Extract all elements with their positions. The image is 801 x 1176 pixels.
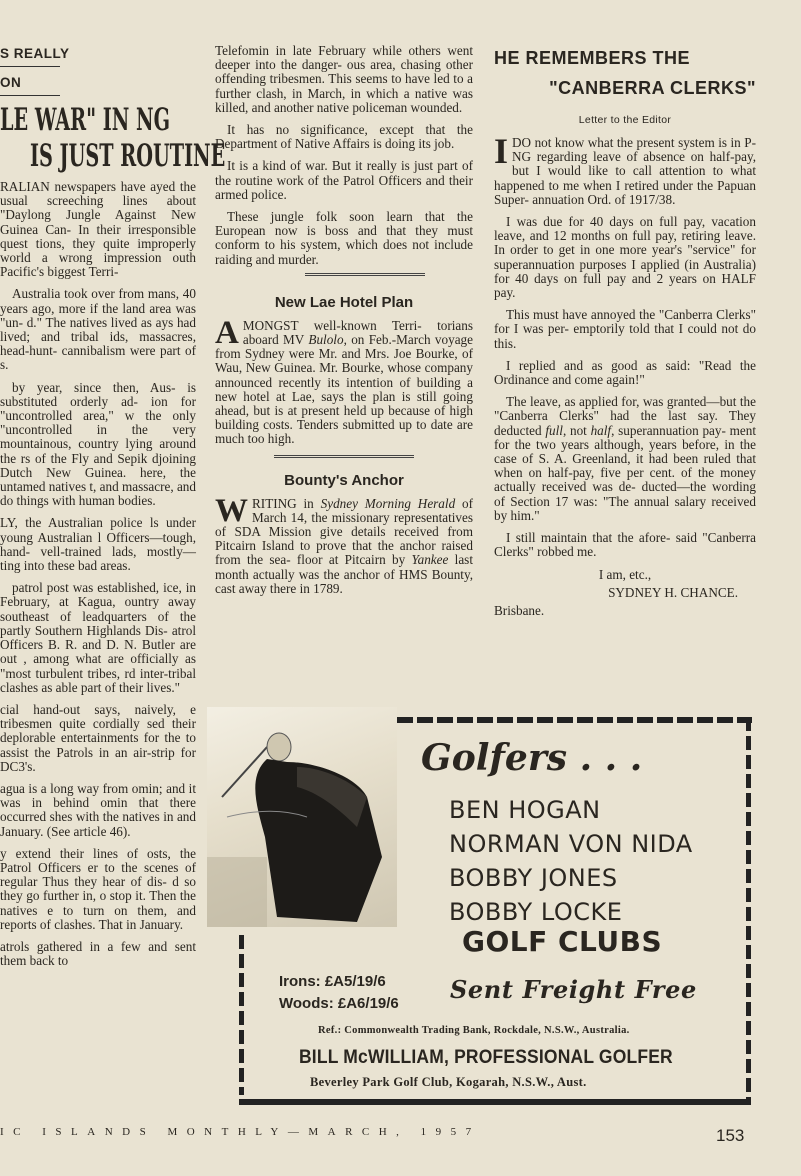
left-column bbox=[0, 40, 226, 976]
drop-cap: W bbox=[215, 492, 248, 529]
article-paragraph: y extend their lines of osts, the Patrol Officers er to the scenes of regular Thus they hear of dis- d so they go further in, o stop it. Then the natives e to turn on them, and reports of clashes. That in January. bbox=[0, 845, 196, 932]
page-footer bbox=[0, 1126, 801, 1156]
ad-title: Golfers . . . bbox=[421, 737, 643, 779]
page-number: 153 bbox=[716, 1126, 745, 1145]
kicker-rule-2 bbox=[0, 95, 60, 96]
article-paragraph: by year, since then, Aus- is substituted orderly ad- ion for "uncontrolled area," w the only "uncontrolled in the very mountainous, country lying around the rs of the Fly and Sepik djoining Dutch New Guinea. here, the untamed natives t, and massacre, and do things with human bodies. bbox=[0, 379, 196, 509]
article-paragraph: It is a kind of war. But it really is just part of the routine work of the Patrol Officers and their armed police. bbox=[215, 158, 473, 202]
article-paragraph: Australia took over from mans, 40 years ago, more if the land area was "un- d." The natives lived as ays had lived; and tribal ids, massacres, head-hunt- cannibalism were part of s. bbox=[0, 286, 196, 373]
letter-paragraph: This must have annoyed the "Canberra Clerks" for I was per- emptorily told that I could not do this. bbox=[494, 307, 756, 351]
article-paragraph: These jungle folk soon learn that the European now is boss and that they must conform to his system, which does not include raiding and murder. bbox=[215, 209, 473, 267]
golfer-name: BOBBY JONES bbox=[449, 864, 618, 892]
freight-note: Sent Freight Free bbox=[450, 975, 697, 1004]
article-paragraph: atrols gathered in a few and sent them back to bbox=[0, 938, 196, 969]
letter-signature: SYDNEY H. CHANCE. bbox=[608, 585, 738, 601]
article-paragraph: LY, the Australian police ls under young Australian l Officers—tough, hand- vell-trained lads, mostly— ting into these bad areas. bbox=[0, 515, 196, 574]
golfer-illustration bbox=[207, 707, 397, 927]
letter-paragraph: I was due for 40 days on full pay, vacation leave, and 12 months on full pay, retiring leave. In order to get in one more year's "service" for superannuation purposes I applied (in Australia) for 40 days on full pay and 2 years on HALF pay. bbox=[494, 214, 756, 301]
letter-closing: I am, etc., bbox=[598, 567, 652, 583]
ad-border bbox=[239, 935, 244, 1095]
letter-paragraph: The leave, as applied for, was granted—but the "Canberra Clerks" had the last say. They deducted full, not half, superannuation pay- ment for the two years although, years before, in the case of S. A. Greenland, it had been ruled that when on half-pay, five per cent. of the money actually received was de- ducted—the wording of Section 17 was: "The annual salary received by him." bbox=[494, 394, 756, 523]
ad-product: GOLF CLUBS bbox=[462, 925, 663, 958]
golfer-name: BOBBY LOCKE bbox=[449, 898, 623, 926]
article-paragraph: It has no significance, except that the Department of Native Affairs is doing its job. bbox=[215, 122, 473, 152]
ad-border bbox=[239, 1099, 751, 1105]
masthead: IC ISLANDS MONTHLY—MARCH, 1957 bbox=[0, 1126, 481, 1138]
woods-price: Woods: £A6/19/6 bbox=[279, 995, 399, 1012]
bounty-paragraph: WRITING in Sydney Morning Herald of March 14, the missionary representatives of SDA Mission give details received from Pitcairn Island to prove that the anchor raised from the sea- floor at Pitcairn by Yankee last month actually was the anchor of HMS Bounty, cast away there in 1789. bbox=[215, 492, 473, 596]
bank-reference: Ref.: Commonwealth Trading Bank, Rockdale, N.S.W., Australia. bbox=[318, 1025, 630, 1036]
irons-price: Irons: £A5/19/6 bbox=[279, 973, 386, 990]
letter-headline: HE REMEMBERS THE bbox=[494, 48, 691, 68]
bounty-heading: Bounty's Anchor bbox=[284, 471, 404, 489]
drop-cap: A bbox=[215, 314, 239, 351]
golf-advertisement bbox=[207, 707, 757, 1109]
hotel-heading: New Lae Hotel Plan bbox=[274, 293, 414, 311]
golfer-names bbox=[449, 793, 693, 929]
letter-location: Brisbane. bbox=[494, 603, 545, 619]
price-list bbox=[279, 971, 399, 1015]
letter-paragraph: I still maintain that the afore- said "Canberra Clerks" robbed me. bbox=[494, 530, 756, 560]
letter-headline-2: "CANBERRA CLERKS" bbox=[549, 78, 756, 98]
letter-paragraph: IDO not know what the present system is in P-NG regarding leave of absence on half-pay, but I would like to call attention to what happened to me when I retired under the Papuan Super- annuation Ord. of 1917/38. bbox=[494, 131, 756, 207]
article-paragraph: agua is a long way from omin; and it was in behind omin that there occurred shes with the natives in and January. (See article 46). bbox=[0, 780, 196, 839]
article-paragraph: RALIAN newspapers have ayed the usual screeching lines about "Daylong Jungle Against New Guinea Can- In their irresponsible quest tions, they quite improperly world a wrong impression outh Pacific's biggest Terri- bbox=[0, 179, 196, 280]
seller-name: BILL McWILLIAM, PROFESSIONAL GOLFER bbox=[299, 1047, 673, 1068]
seller-address: Beverley Park Golf Club, Kogarah, N.S.W., Aust. bbox=[310, 1075, 587, 1089]
right-column bbox=[494, 44, 756, 621]
kicker-rule bbox=[0, 66, 60, 67]
article-kicker-2: ON bbox=[0, 75, 22, 90]
article-paragraph: patrol post was established, ice, in February, at Kagua, ountry away southeast of leadquarters of the partly Southern Highlands Dis- atrol Officers B. R. and D. N. Butler are out , among what are officially as "most turbulent tribes, rd inter-tribal clashes as able part of their lives." bbox=[0, 580, 196, 695]
article-paragraph: cial hand-out says, naively, e tribesmen quite cordially sed their deplorable entertainments for the to assist the Patrols in an air-strip for DC3's. bbox=[0, 701, 196, 774]
letter-paragraph: I replied and as good as said: "Read the Ordinance and come again!" bbox=[494, 357, 756, 388]
letter-byline: Letter to the Editor bbox=[578, 114, 672, 126]
golfer-name: NORMAN VON NIDA bbox=[449, 830, 693, 858]
article-headline: LE WAR" IN NG bbox=[0, 102, 171, 138]
golfer-name: BEN HOGAN bbox=[449, 796, 601, 824]
section-divider bbox=[274, 455, 414, 458]
drop-cap: I bbox=[494, 131, 509, 171]
article-kicker: S REALLY bbox=[0, 46, 70, 61]
middle-column bbox=[215, 44, 473, 604]
hotel-paragraph: AMONGST well-known Terri- torians aboard MV Bulolo, on Feb.-March voyage from Sydney were Mr. and Mrs. Joe Bourke, of Wau, New Guinea. Mr. Bourke, whose company announced recently its intention of building a new hotel at Lae, says the plan is still going ahead, but is at present held up because of high building costs. Tenders submitted up to date are much too high. bbox=[215, 314, 473, 447]
article-paragraph: Telefomin in late February while others went deeper into the danger- ous area, chasing other offending tribesmen. This seems to have led to a further clash, in March, in which a native was killed, and another native policeman wounded. bbox=[215, 43, 473, 115]
golfer-photo bbox=[207, 707, 397, 927]
article-headline-2: IS JUST ROUTINE bbox=[30, 138, 226, 174]
ad-border bbox=[746, 717, 751, 1105]
section-divider bbox=[305, 273, 425, 276]
ad-border bbox=[397, 717, 752, 723]
